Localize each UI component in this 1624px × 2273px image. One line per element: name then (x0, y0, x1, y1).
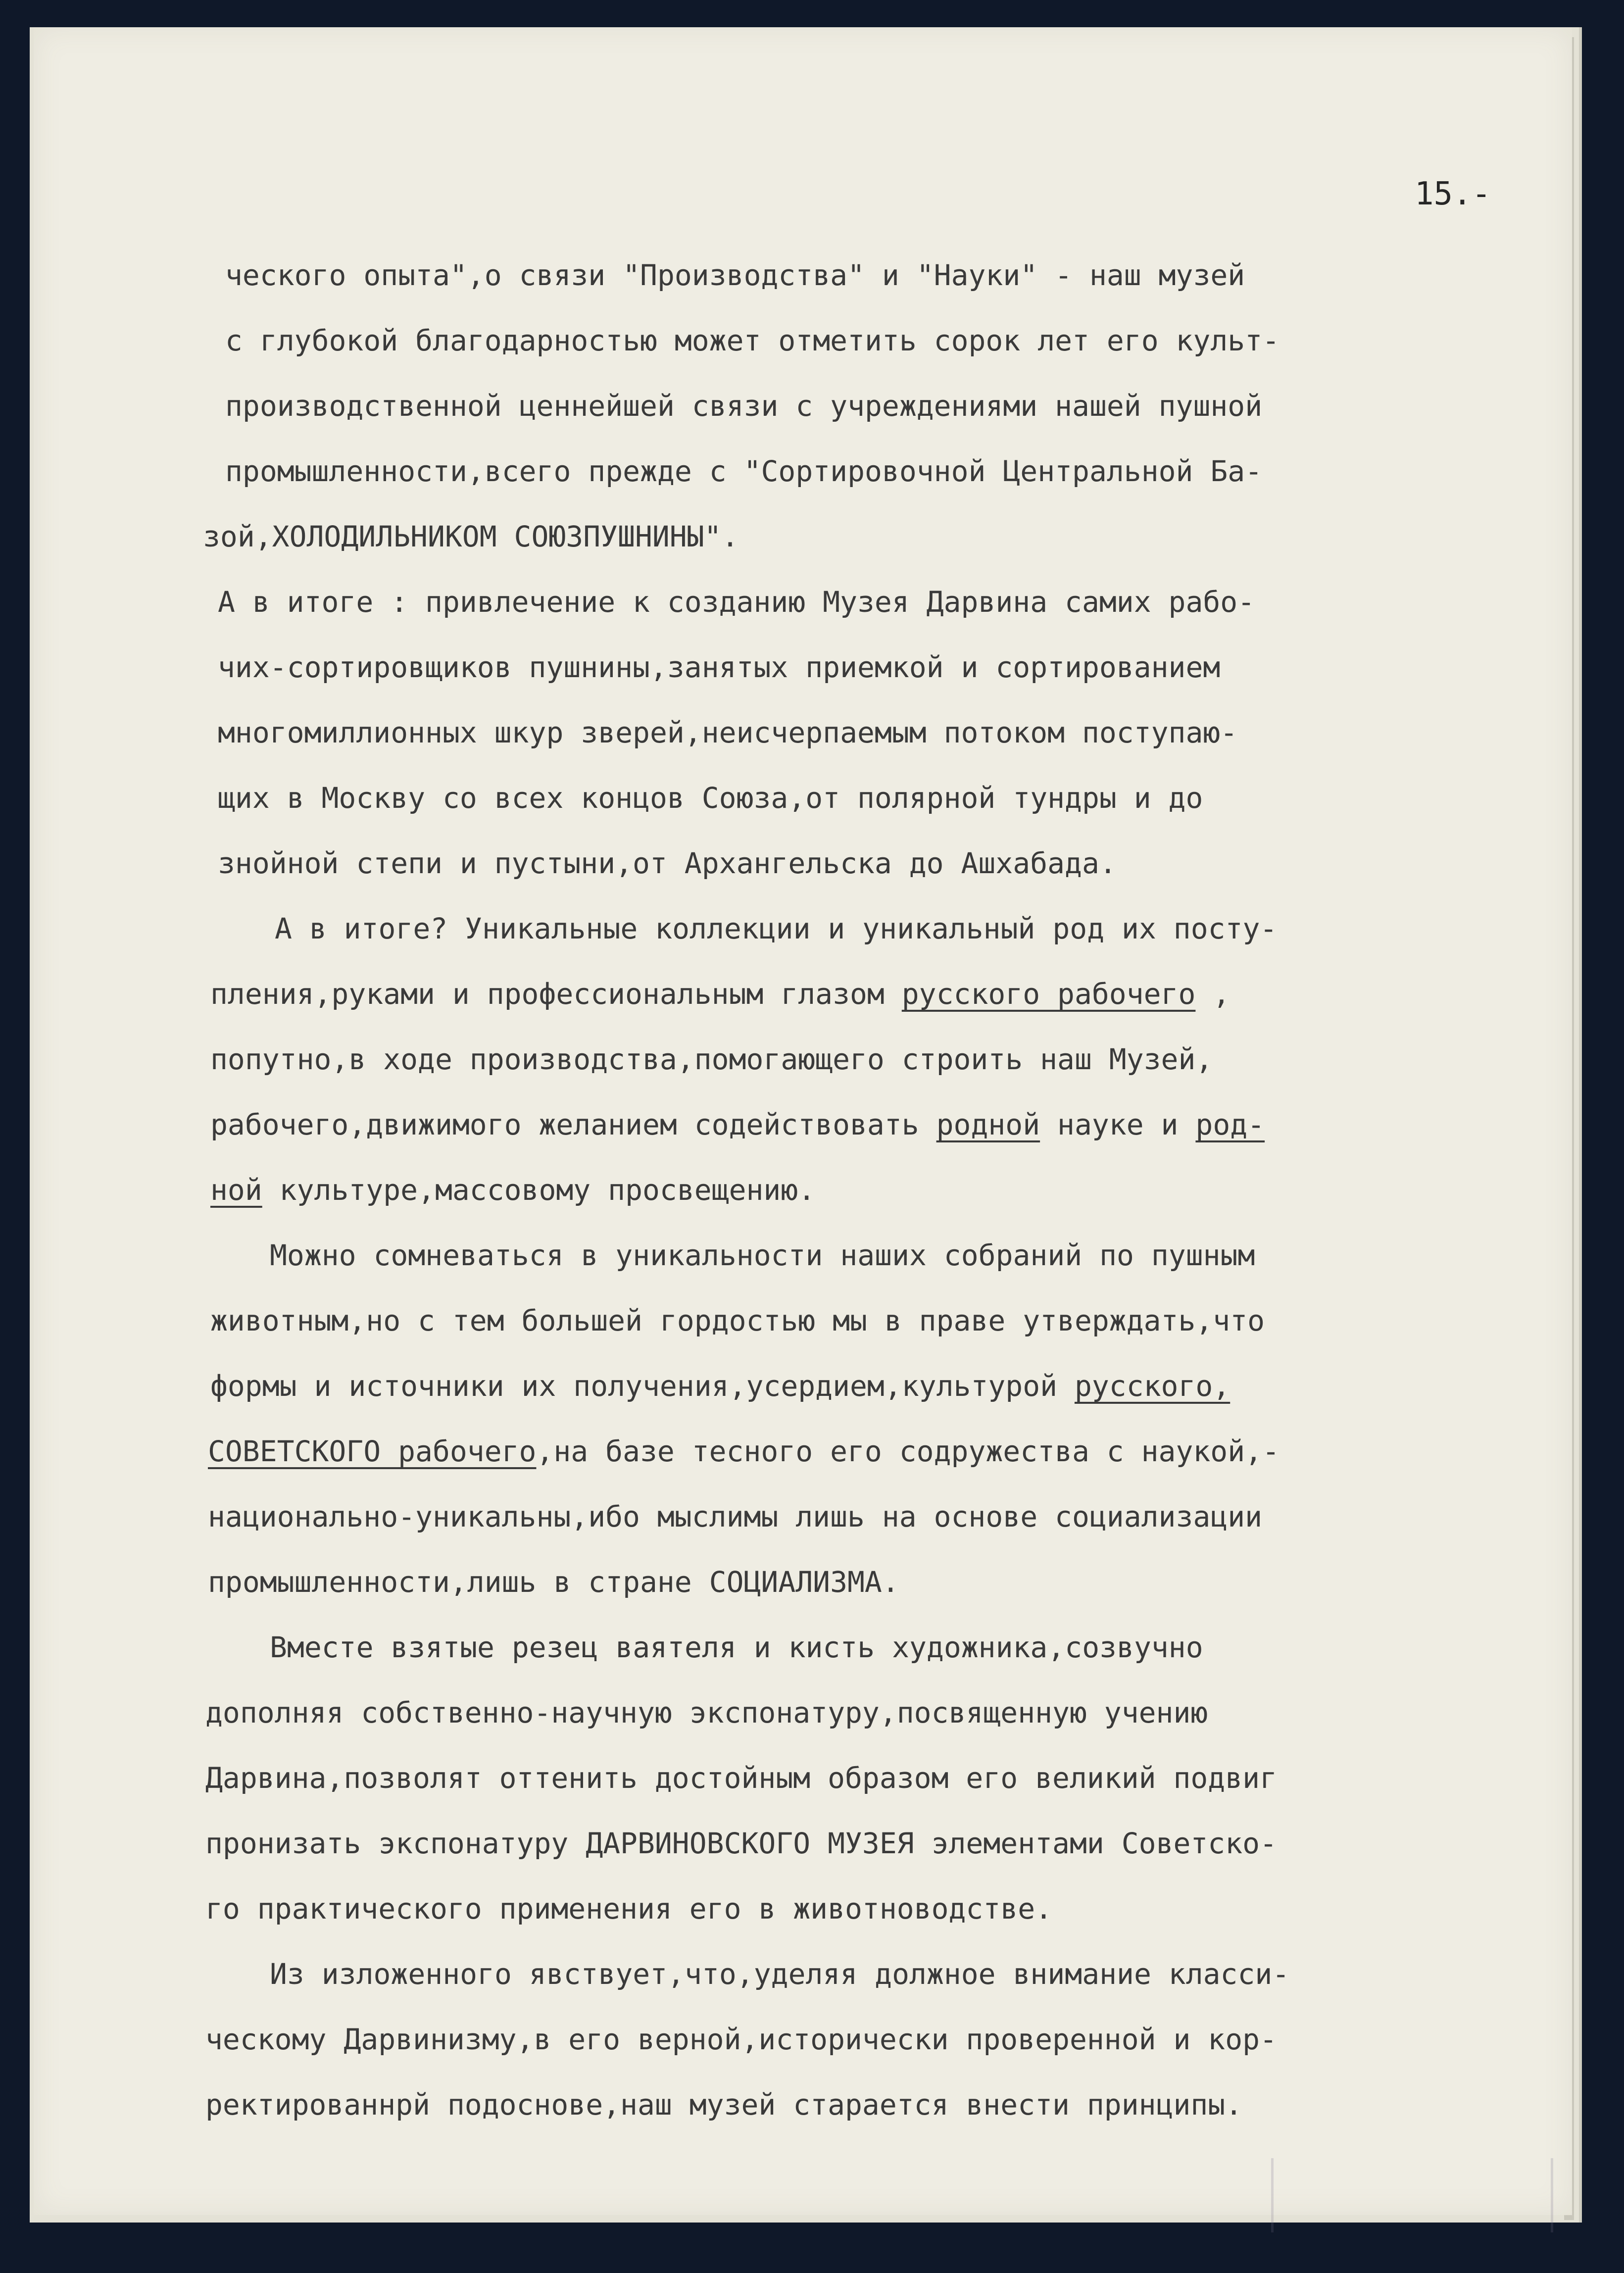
text-line: Можно сомневаться в уникальности наших собраний по пушным (270, 1238, 1255, 1272)
document-body (196, 243, 1581, 2137)
page-number: 15.- (1415, 176, 1491, 212)
text-line: пронизать экспонатуру ДАРВИНОВСКОГО МУЗЕЯ элементами Советско- (205, 1827, 1277, 1860)
text-line: ректированнрй подоснове,наш музей старается внести принципы. (205, 2088, 1243, 2122)
text-line-underlined: ной культуре,массовому просвещению. (210, 1173, 816, 1207)
text-line: А в итоге? Уникальные коллекции и уникальный род их посту- (275, 912, 1278, 945)
underlined-phrase: русского рабочего (901, 977, 1196, 1011)
underlined-phrase: русского, (1074, 1369, 1230, 1403)
text-line: промышленности,лишь в стране СОЦИАЛИЗМА. (208, 1565, 899, 1599)
text-line: знойной степи и пустыни,от Архангельска до Ашхабада. (218, 846, 1117, 880)
text-line-underlined: формы и источники их получения,усердием,культурой русского, (210, 1369, 1230, 1403)
underlined-phrase: ной (210, 1173, 262, 1207)
underlined-phrase: род- (1195, 1108, 1265, 1141)
text-line: промышленности,всего прежде с "Сортировочной Центральной Ба- (225, 454, 1263, 488)
text-line: многомиллионных шкур зверей,неисчерпаемым потоком поступаю- (218, 716, 1238, 749)
text-line: животным,но с тем большей гордостью мы в праве утверждать,что (210, 1304, 1265, 1337)
text-line: Из изложенного явствует,что,уделяя должное внимание класси- (270, 1957, 1290, 1991)
text-line: зой,ХОЛОДИЛЬНИКОМ СОЮЗПУШНИНЫ". (203, 520, 739, 553)
text-line-underlined: СОВЕТСКОГО рабочего,на базе тесного его содружества с наукой,- (208, 1434, 1280, 1468)
text-line: попутно,в ходе производства,помогающего строить наш Музей, (210, 1042, 1213, 1076)
text-line: Дарвина,позволят оттенить достойным образом его великий подвиг (205, 1761, 1277, 1795)
underlined-phrase: родной (936, 1108, 1040, 1141)
text-line: дополняя собственно-научную экспонатуру,посвященную учению (205, 1696, 1208, 1729)
text-line: национально-уникальны,ибо мыслимы лишь на основе социализации (208, 1500, 1263, 1533)
text-line-underlined: пления,руками и профессиональным глазом русского рабочего , (210, 977, 1230, 1011)
faint-stamp-mark (1271, 2158, 1553, 2232)
text-line: щих в Москву со всех концов Союза,от полярной тундры и до (218, 781, 1203, 815)
text-line: чих-сортировщиков пушнины,занятых приемкой и сортированием (218, 650, 1221, 684)
text-line: А в итоге : привлечение к созданию Музея Дарвина самих рабо- (218, 585, 1255, 619)
text-line: производственной ценнейшей связи с учреждениями нашей пушной (225, 389, 1263, 423)
text-line: ческого опыта",о связи "Производства" и "Науки" - наш музей (225, 258, 1245, 292)
text-line: го практического применения его в животноводстве. (205, 1892, 1053, 1926)
text-line-underlined: рабочего,движимого желанием содействовать родной науке и род- (210, 1108, 1265, 1141)
text-line: с глубокой благодарностью может отметить сорок лет его культ- (225, 324, 1280, 357)
underlined-phrase: СОВЕТСКОГО рабочего (208, 1434, 537, 1468)
text-line: Вместе взятые резец ваятеля и кисть художника,созвучно (270, 1631, 1203, 1664)
text-line: ческому Дарвинизму,в его верной,исторически проверенной и кор- (205, 2023, 1277, 2056)
